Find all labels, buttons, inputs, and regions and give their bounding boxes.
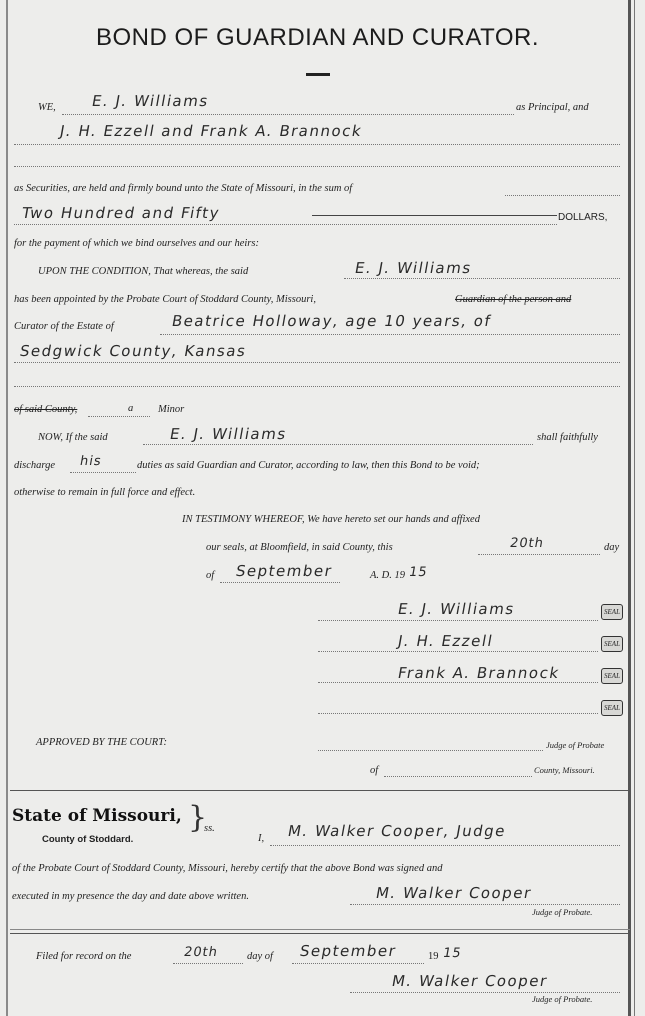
dollars-label: DOLLARS, <box>558 212 608 223</box>
now-name-line <box>143 444 533 445</box>
securities-names: J. H. Ezzell and Frank A. Brannock <box>58 122 364 140</box>
shall-faithfully-text: shall faithfully <box>537 432 598 443</box>
minor-label: Minor <box>158 404 185 415</box>
month-line <box>220 582 340 583</box>
estate-of-name: Beatrice Holloway, age 10 years, of <box>170 312 493 330</box>
payment-text: for the payment of which we bind ourselves and our heirs: <box>14 238 259 249</box>
judge-name-line <box>270 845 620 846</box>
estate-of-name-2: Sedgwick County, Kansas <box>18 342 249 360</box>
day-of-label: day of <box>247 951 273 962</box>
seal-3: SEAL <box>601 668 623 684</box>
seal-4: SEAL <box>601 700 623 716</box>
divider-rule-3 <box>10 933 630 934</box>
certify-line-2: executed in my presence the day and date above written. <box>12 891 249 902</box>
day-number: 20th <box>508 536 546 551</box>
day-label: day <box>604 542 620 553</box>
filed-signature: M. Walker Cooper <box>390 972 550 990</box>
seal-1: SEAL <box>601 604 623 620</box>
of-said-county-struck: of said County, <box>14 404 78 415</box>
sum-line-1 <box>505 195 620 196</box>
pronoun-line <box>70 472 136 473</box>
said-name: E. J. Williams <box>353 259 474 277</box>
filed-year: 15 <box>441 946 463 961</box>
filed-month: September <box>298 942 399 960</box>
certify-signature-line <box>350 904 620 905</box>
filed-day: 20th <box>182 945 220 960</box>
ss-label: ss. <box>204 823 215 834</box>
judge-name: M. Walker Cooper, Judge <box>286 822 508 840</box>
signature-line-1 <box>318 620 598 621</box>
i-label: I, <box>258 833 265 844</box>
as-securities-text: as Securities, are held and firmly bound unto the State of Missouri, in the sum of <box>14 183 353 194</box>
divider-rule-2 <box>10 929 630 930</box>
discharge-text: discharge <box>14 460 56 471</box>
signature-2: J. H. Ezzell <box>396 632 495 650</box>
duties-text: duties as said Guardian and Curator, according to law, then this Bond to be void; <box>137 460 480 471</box>
judge-signature: M. Walker Cooper <box>374 884 534 902</box>
estate-line-3 <box>14 386 620 387</box>
title-rule <box>306 73 330 76</box>
signature-line-3 <box>318 682 598 683</box>
filed-signature-line <box>350 992 620 993</box>
said-name-line <box>344 278 620 279</box>
sum-amount: Two Hundred and Fifty <box>20 204 222 222</box>
signature-3: Frank A. Brannock <box>396 664 562 682</box>
sum-fill-stroke <box>312 215 557 216</box>
ad-label: A. D. 19 <box>370 570 405 581</box>
securities-line-2 <box>14 166 620 167</box>
judge-of-probate-label: Judge of Probate <box>546 740 605 750</box>
appointed-struck-text: Guardian of the person and <box>455 294 572 305</box>
of2-label: of <box>370 765 379 776</box>
county-missouri-label: County, Missouri. <box>534 765 595 775</box>
signature-line-2 <box>318 651 598 652</box>
sum-line-2 <box>14 224 557 225</box>
county-of-stoddard: County of Stoddard. <box>42 834 134 845</box>
day-line <box>478 554 600 555</box>
approved-county-line <box>384 776 532 777</box>
brace: } <box>188 800 208 835</box>
divider-rule-1 <box>10 790 630 791</box>
testimony-text: IN TESTIMONY WHEREOF, We have hereto set our hands and affixed <box>182 514 480 525</box>
judge-of-probate-label-3: Judge of Probate. <box>532 994 593 1004</box>
appointed-text: has been appointed by the Probate Court of Stoddard County, Missouri, <box>14 294 316 305</box>
estate-line-1 <box>160 334 620 335</box>
page-edge-right-inner <box>634 0 635 1016</box>
document-title: BOND OF GUARDIAN AND CURATOR. <box>96 24 539 51</box>
signature-1: E. J. Williams <box>396 600 517 618</box>
upon-condition-text: UPON THE CONDITION, That whereas, the said <box>38 266 249 277</box>
page-edge-left <box>6 0 8 1016</box>
filed-label: Filed for record on the <box>36 951 132 962</box>
of-label: of <box>206 570 215 581</box>
month: September <box>234 562 335 580</box>
pronoun: his <box>78 454 103 469</box>
principal-name: E. J. Williams <box>90 92 211 110</box>
seal-2: SEAL <box>601 636 623 652</box>
approved-label: APPROVED BY THE COURT: <box>36 737 167 748</box>
signature-line-4 <box>318 713 598 714</box>
curator-of-text: Curator of the Estate of <box>14 321 114 332</box>
page-edge-right <box>628 0 631 1016</box>
certify-line-1: of the Probate Court of Stoddard County, Missouri, hereby certify that the above Bond was signed and <box>12 863 443 874</box>
judge-of-probate-label-2: Judge of Probate. <box>532 907 593 917</box>
a-label: a <box>128 403 134 414</box>
principal-line <box>62 114 514 115</box>
estate-line-2 <box>14 362 620 363</box>
now-name: E. J. Williams <box>168 425 289 443</box>
filed-month-line <box>292 963 424 964</box>
otherwise-text: otherwise to remain in full force and effect. <box>14 487 196 498</box>
as-principal-label: as Principal, and <box>516 102 589 113</box>
now-if-text: NOW, If the said <box>38 432 108 443</box>
state-of-missouri: State of Missouri, <box>12 806 182 826</box>
we-label: WE, <box>38 102 56 113</box>
minor-line <box>88 416 150 417</box>
securities-line-1 <box>14 144 620 145</box>
filed-day-line <box>173 963 243 964</box>
approved-judge-line <box>318 750 543 751</box>
our-seals-text: our seals, at Bloomfield, in said County, this <box>206 542 393 553</box>
filed-century: 19 <box>428 951 439 962</box>
year: 15 <box>407 565 429 580</box>
